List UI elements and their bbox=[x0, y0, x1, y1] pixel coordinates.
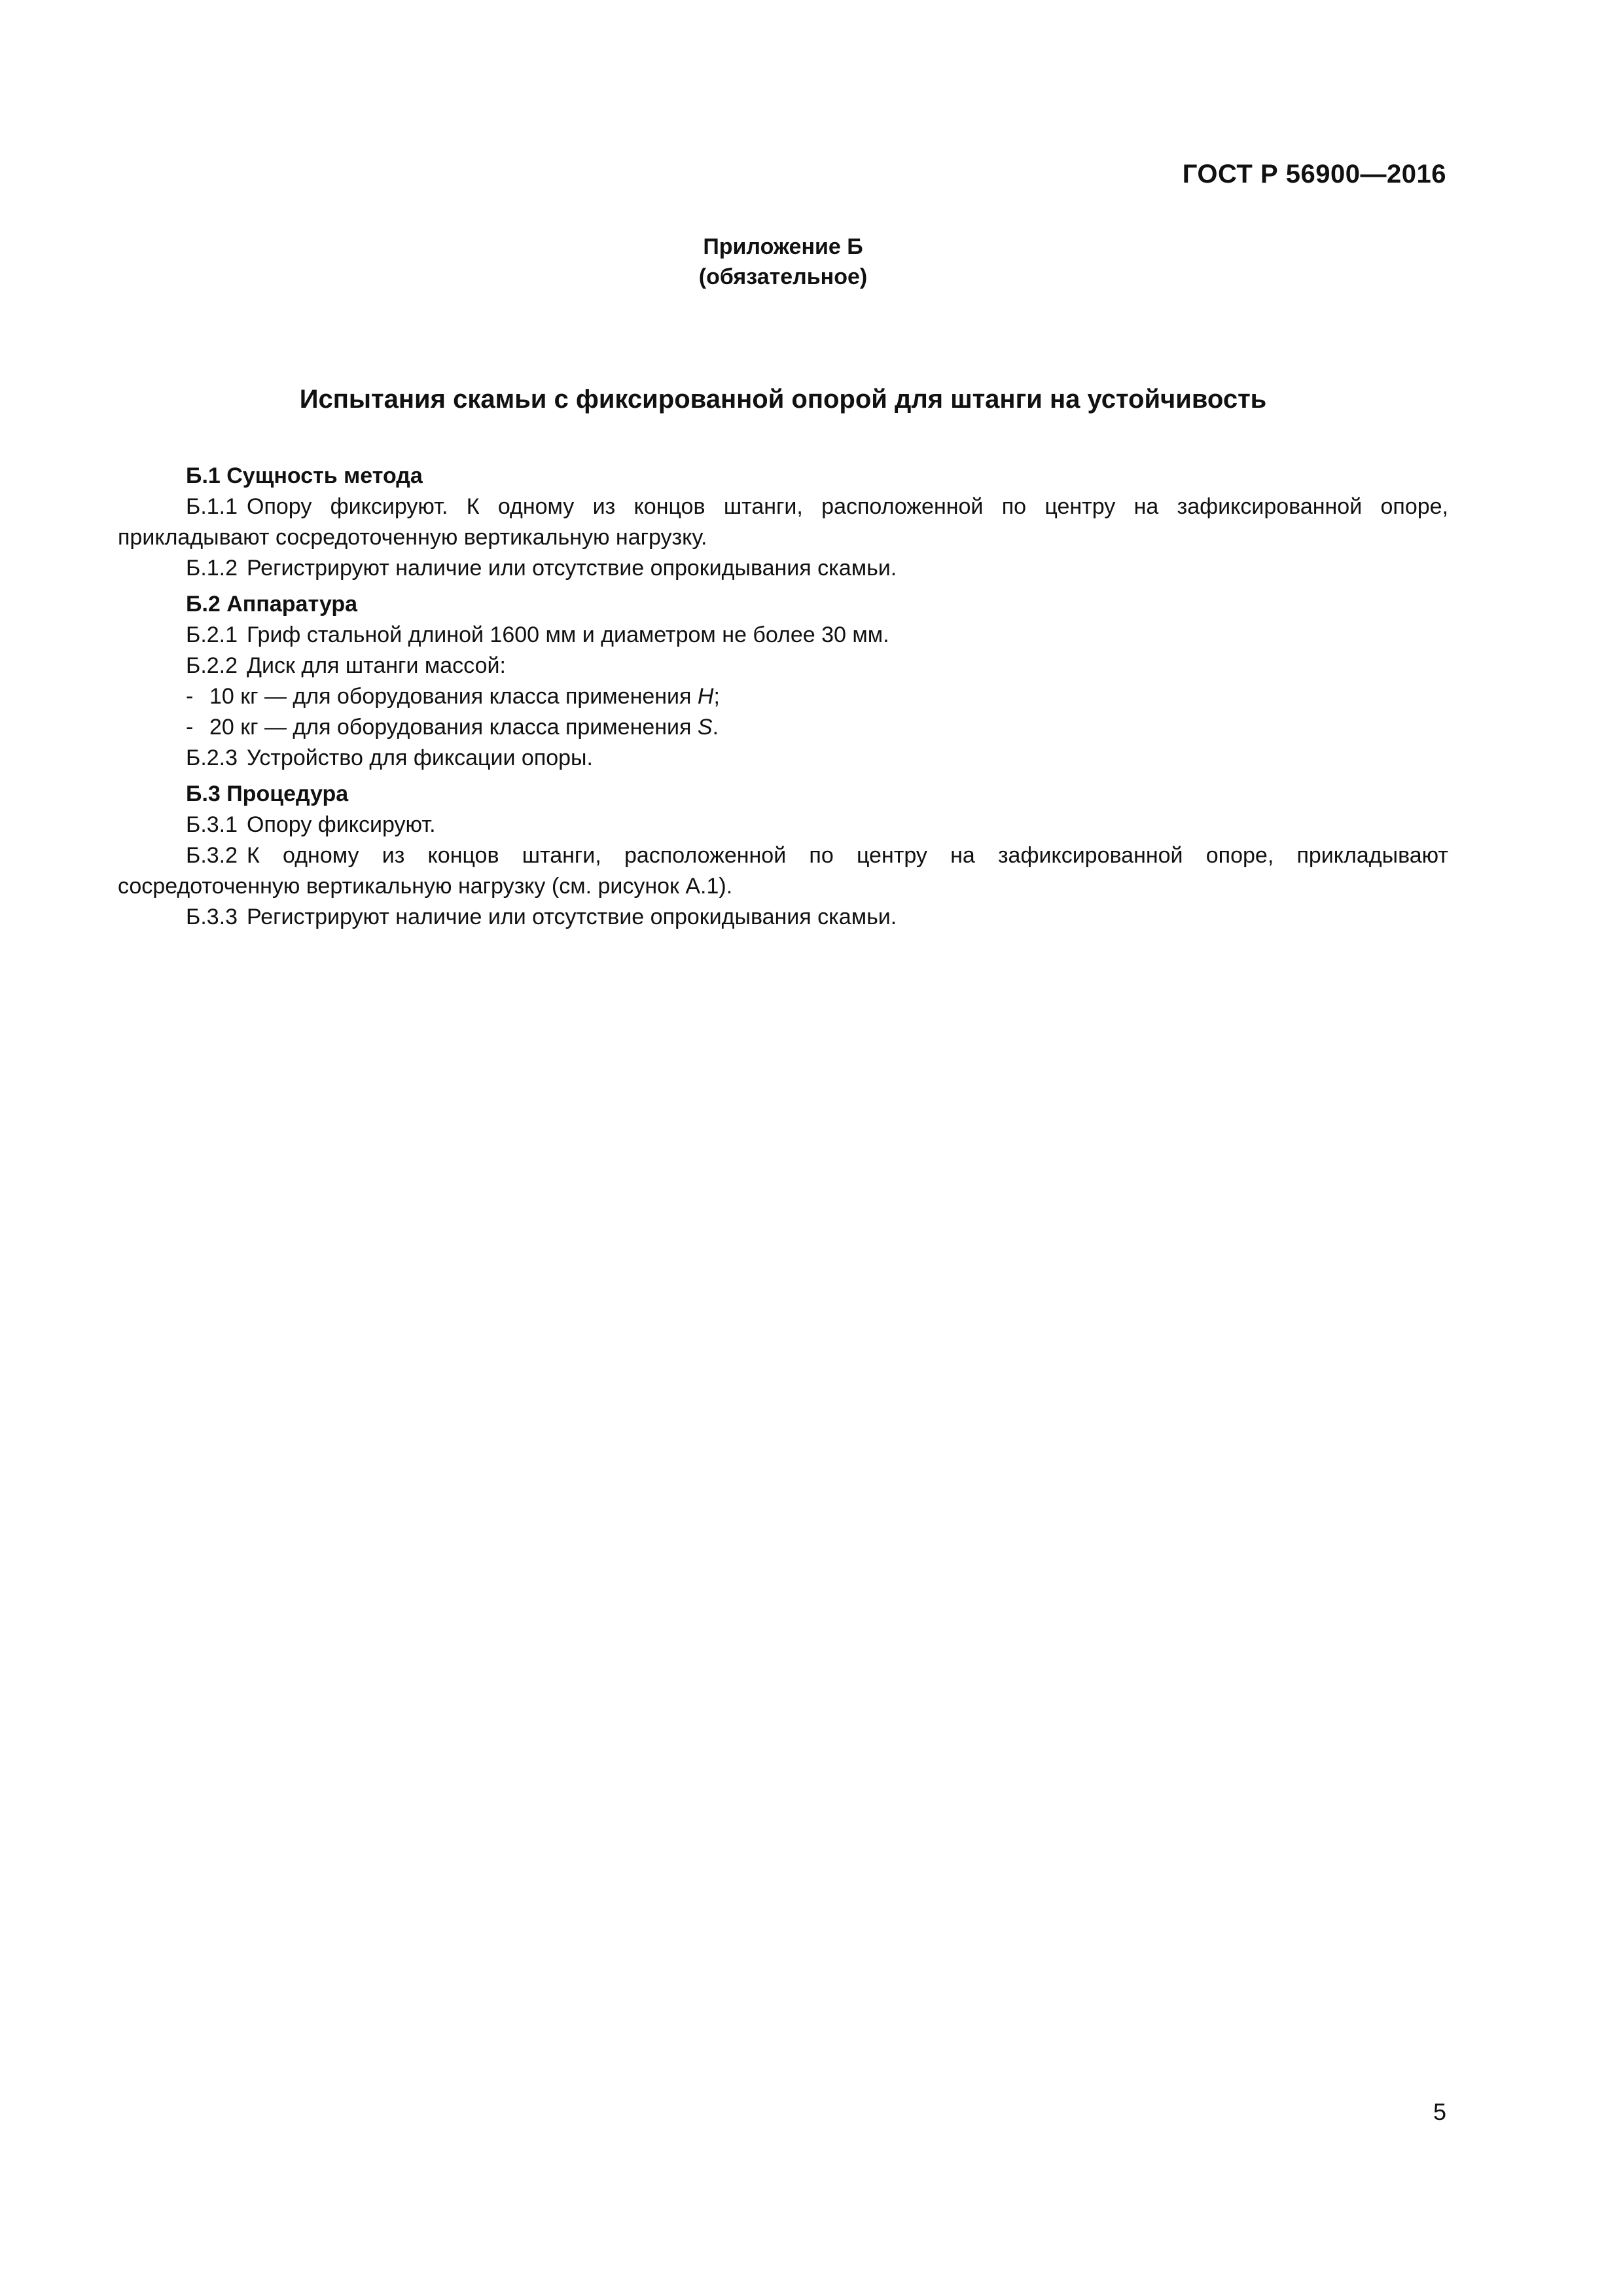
list-item bbox=[118, 712, 1448, 743]
paragraph-b2-3 bbox=[118, 743, 1448, 774]
paragraph-b2-1 bbox=[118, 620, 1448, 651]
clause-text: Опору фиксируют. К одному из концов штанги, расположенной по центру на зафиксированной опоре, прикладывают сосредоточенную вертикальную нагрузку. bbox=[118, 494, 1448, 550]
list-item-punct: . bbox=[712, 715, 719, 740]
clause-text: Гриф стальной длиной 1600 мм и диаметром не более 30 мм. bbox=[247, 622, 889, 647]
clause-number: Б.2.2 bbox=[186, 653, 238, 678]
clause-text: Регистрируют наличие или отсутствие опрокидывания скамьи. bbox=[247, 905, 897, 929]
annex-title: Приложение Б bbox=[703, 234, 863, 259]
annex-heading bbox=[0, 232, 1566, 292]
list-item-text: 10 кг — для оборудования класса применения bbox=[209, 684, 698, 709]
clause-number: Б.3.1 bbox=[186, 812, 238, 837]
section-heading-b3: Б.3 Процедура bbox=[186, 781, 349, 806]
clause-text: Диск для штанги массой: bbox=[247, 653, 506, 678]
annex-status: (обязательное) bbox=[698, 264, 868, 289]
section-heading-b1: Б.1 Сущность метода bbox=[186, 463, 423, 488]
clause-text: Регистрируют наличие или отсутствие опрокидывания скамьи. bbox=[247, 556, 897, 581]
clause-text: К одному из концов штанги, расположенной по центру на зафиксированной опоре, прикладывают сосредоточенную вертикальную нагрузку (см. рисунок А.1). bbox=[118, 843, 1448, 899]
main-title: Испытания скамьи с фиксированной опорой для штанги на устойчивость bbox=[299, 385, 1267, 414]
list-item-punct: ; bbox=[713, 684, 720, 709]
clause-number: Б.2.1 bbox=[186, 622, 238, 647]
class-letter: S bbox=[697, 715, 713, 740]
clause-number: Б.1.1 bbox=[186, 494, 238, 519]
clause-text: Устройство для фиксации опоры. bbox=[247, 745, 593, 770]
paragraph-b3-3 bbox=[118, 902, 1448, 933]
list-item bbox=[118, 681, 1448, 712]
clause-number: Б.3.3 bbox=[186, 905, 238, 929]
paragraph-b3-2 bbox=[118, 840, 1448, 902]
section-heading-b2: Б.2 Аппаратура bbox=[186, 592, 358, 617]
class-letter: H bbox=[697, 684, 714, 709]
list-dash: - bbox=[186, 684, 194, 709]
clause-number: Б.3.2 bbox=[186, 843, 238, 868]
document-code: ГОСТ Р 56900—2016 bbox=[1182, 160, 1446, 188]
list-item-text: 20 кг — для оборудования класса применения bbox=[209, 715, 698, 740]
paragraph-b1-2 bbox=[118, 553, 1448, 584]
paragraph-b3-1 bbox=[118, 810, 1448, 840]
paragraph-b2-2 bbox=[118, 651, 1448, 681]
document-body bbox=[118, 461, 1448, 933]
paragraph-b1-1 bbox=[118, 492, 1448, 553]
list-dash: - bbox=[186, 715, 194, 740]
clause-number: Б.1.2 bbox=[186, 556, 238, 581]
clause-number: Б.2.3 bbox=[186, 745, 238, 770]
clause-text: Опору фиксируют. bbox=[247, 812, 436, 837]
page-number: 5 bbox=[1433, 2098, 1446, 2125]
